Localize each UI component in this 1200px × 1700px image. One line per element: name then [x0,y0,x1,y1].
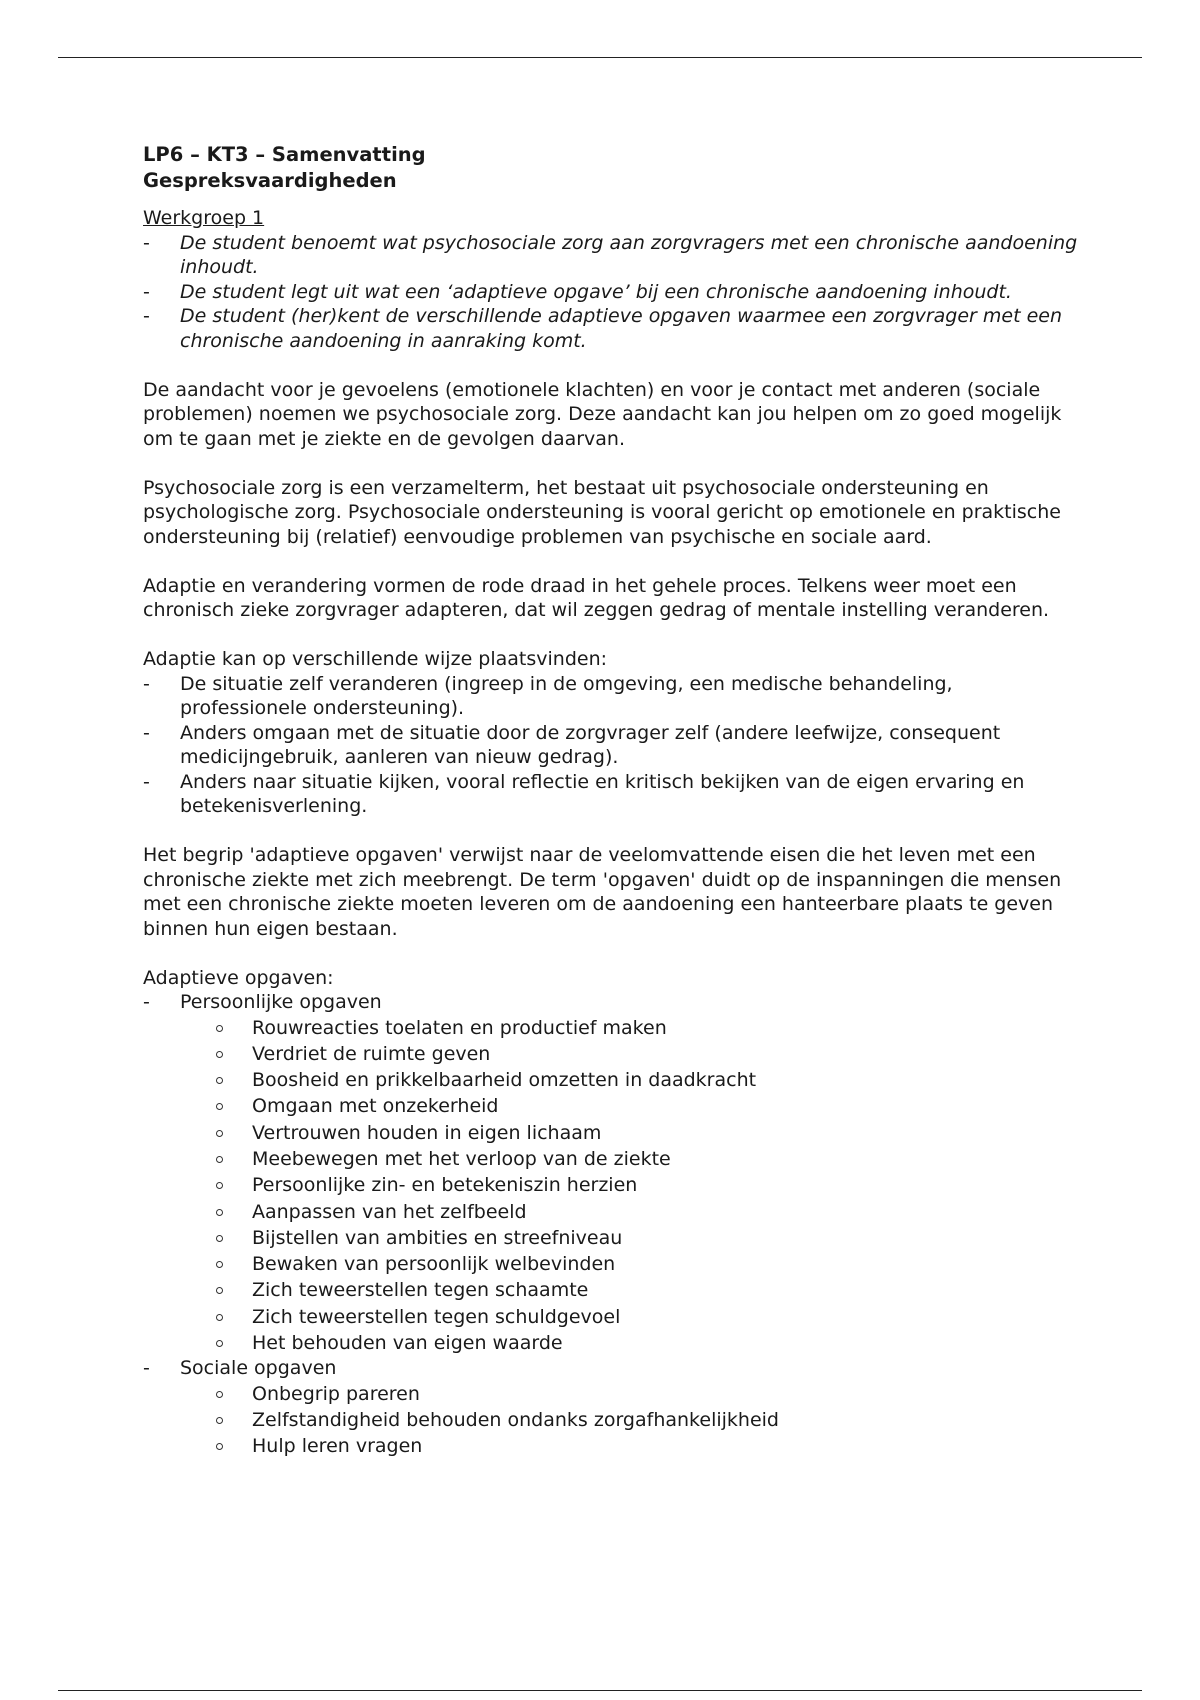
circle-bullet-icon [216,1314,223,1321]
dash-marker: - [143,305,150,327]
sociale-opgaven-list [143,1381,1083,1460]
list-item: Rouwreacties toelaten en productief maken [216,1015,1083,1041]
circle-bullet-icon [216,1261,223,1268]
circle-bullet-icon [216,1156,223,1163]
opgaven-list [143,990,1083,1015]
paragraph-psychosociale-zorg: De aandacht voor je gevoelens (emotionele klachten) en voor je contact met anderen (sociale problemen) noemen we psychosociale zorg. Deze aandacht kan jou helpen om zo goed mogelijk om te gaan met je ziekte en de gevolgen daarvan. [143,378,1062,450]
list-item: Zich teweerstellen tegen schuldgevoel [216,1304,1083,1330]
objective-item: - De student legt uit wat een ‘adaptieve opgave’ bij een chronische aandoening inhoudt. [143,280,1012,303]
dash-marker: - [143,1357,150,1380]
dash-marker: - [143,672,150,695]
opgaven-category-sociaal [143,1356,1083,1381]
objective-item: - De student (her)kent de verschillende adaptieve opgaven waarmee een zorgvrager met een chronische aandoening in aanraking komt. [143,305,1063,352]
circle-bullet-icon [216,1182,223,1189]
dash-marker: - [143,231,150,254]
category-label: Persoonlijke opgaven [180,991,382,1013]
circle-bullet-icon [216,1417,223,1424]
dash-marker: - [143,280,150,303]
list-item: Het behouden van eigen waarde [216,1330,1083,1356]
document-title: LP6 – KT3 – Samenvatting [143,143,426,166]
list-item: Meebewegen met het verloop van de ziekte [216,1146,1083,1172]
list-item: Persoonlijke zin- en betekeniszin herzien [216,1172,1083,1198]
list-item: Bewaken van persoonlijk welbevinden [216,1251,1083,1277]
circle-bullet-icon [216,1051,223,1058]
list-item: Zelfstandigheid behouden ondanks zorgafhankelijkheid [216,1407,1083,1433]
dash-marker: - [143,991,150,1013]
document-subtitle: Gespreksvaardigheden [143,169,397,192]
circle-bullet-icon [216,1103,223,1110]
list-item: Boosheid en prikkelbaarheid omzetten in daadkracht [216,1067,1083,1093]
paragraph-adaptieve-opgaven: Het begrip 'adaptieve opgaven' verwijst naar de veelomvattende eisen die het leven met een chronische ziekte met zich meebrengt. De term 'opgaven' duidt op de inspanningen die mensen met een chronische ziekte moeten leveren om de aandoening een hanteerbare plaats te geven binnen hun eigen bestaan. [143,844,1062,940]
circle-bullet-icon [216,1209,223,1216]
category-label: Sociale opgaven [180,1357,337,1380]
opgaven-category-persoonlijk [143,990,1083,1015]
circle-bullet-icon [216,1287,223,1294]
list-item: Bijstellen van ambities en streefniveau [216,1225,1083,1251]
circle-bullet-icon [216,1391,223,1398]
footer-rule [58,1690,1142,1691]
list-item: Vertrouwen houden in eigen lichaam [216,1120,1083,1146]
opgaven-list-continued [143,1356,1083,1381]
persoonlijke-opgaven-list [143,1015,1083,1357]
objectives-list [143,231,1083,354]
adaptie-intro: Adaptie kan op verschillende wijze plaatsvinden: [143,648,608,670]
list-item: Zich teweerstellen tegen schaamte [216,1277,1083,1303]
circle-bullet-icon [216,1025,223,1032]
opgaven-intro: Adaptieve opgaven: [143,966,334,989]
list-item: Aanpassen van het zelfbeeld [216,1199,1083,1225]
dash-marker: - [143,770,150,793]
section-heading: Werkgroep 1 [143,207,265,229]
adaptie-list [143,672,1083,819]
header-rule [58,57,1142,58]
list-item: Verdriet de ruimte geven [216,1041,1083,1067]
adaptie-item: - Anders naar situatie kijken, vooral reflectie en kritisch bekijken van de eigen ervaring en betekenisverlening. [143,770,1025,817]
document-body [143,142,1083,1460]
objective-item: - De student benoemt wat psychosociale zorg aan zorgvragers met een chronische aandoening inhoudt. [143,231,1078,278]
list-item: Omgaan met onzekerheid [216,1093,1083,1119]
list-item: Hulp leren vragen [216,1433,1083,1459]
circle-bullet-icon [216,1130,223,1137]
paragraph-verzamelterm: Psychosociale zorg is een verzamelterm, het bestaat uit psychosociale ondersteuning en psychologische zorg. Psychosociale ondersteuning is vooral gericht op emotionele en praktische ondersteuning bij (relatief) eenvoudige problemen van psychische en sociale aard. [143,476,1061,548]
list-item: Onbegrip pareren [216,1381,1083,1407]
circle-bullet-icon [216,1340,223,1347]
paragraph-adaptie: Adaptie en verandering vormen de rode draad in het gehele proces. Telkens weer moet een chronisch zieke zorgvrager adapteren, dat wil zeggen gedrag of mentale instelling veranderen. [143,574,1050,621]
adaptie-item: - De situatie zelf veranderen (ingreep in de omgeving, een medische behandeling, professionele ondersteuning). [143,672,953,719]
circle-bullet-icon [216,1443,223,1450]
circle-bullet-icon [216,1077,223,1084]
adaptie-item: - Anders omgaan met de situatie door de zorgvrager zelf (andere leefwijze, consequent medicijngebruik, aanleren van nieuw gedrag). [143,721,1001,768]
circle-bullet-icon [216,1235,223,1242]
dash-marker: - [143,721,150,744]
